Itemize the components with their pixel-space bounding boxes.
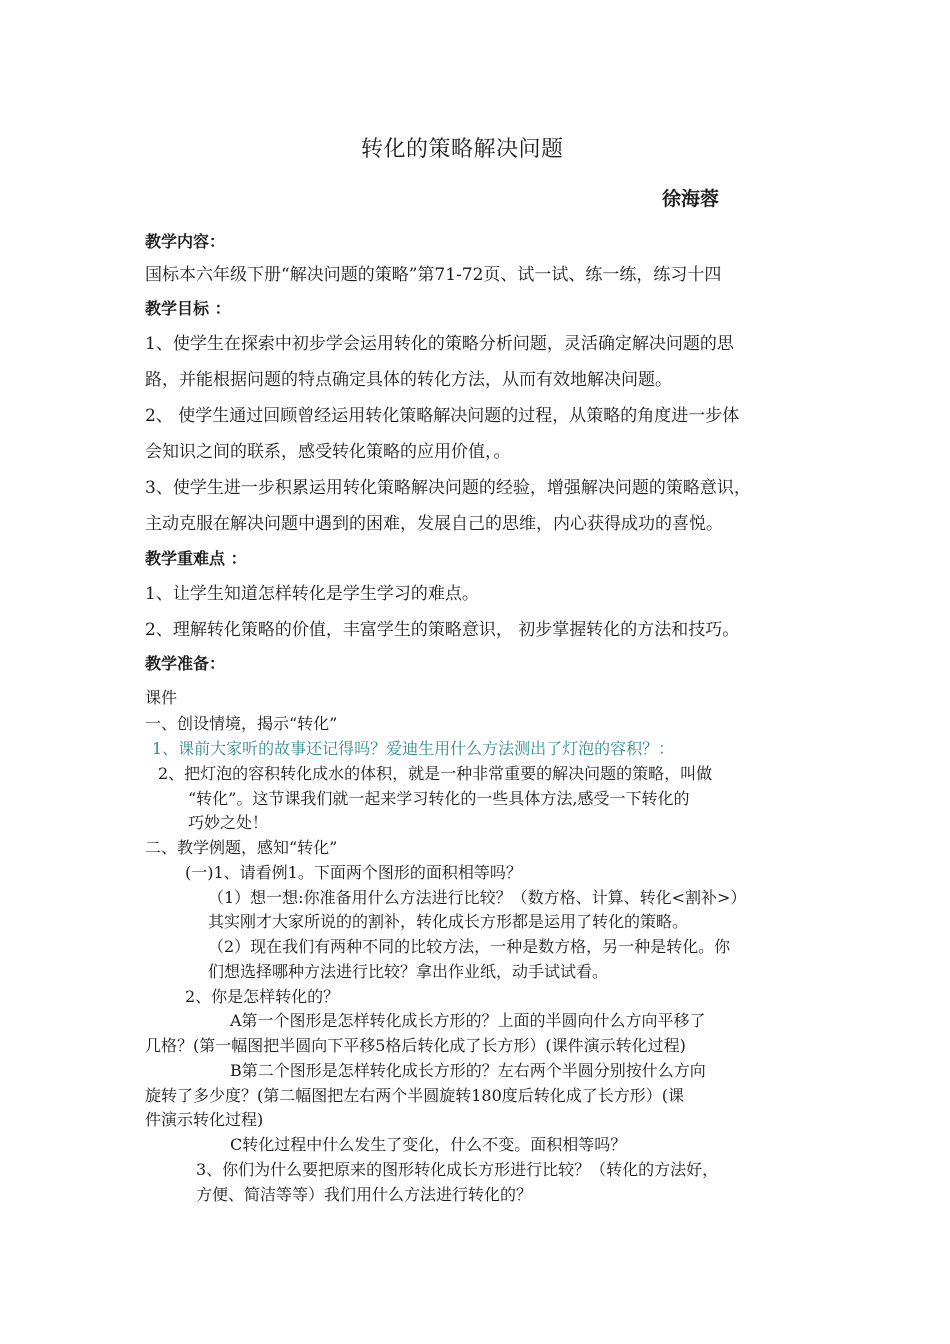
prep-text: 课件 — [145, 688, 178, 707]
process-item: （1）想一想:你准备用什么方法进行比较？（数方格、计算、转化<割补>） — [208, 888, 747, 907]
process-item: 几格？(第一幅图把半圆向下平移5格后转化成了长方形）(课件演示转化过程) — [145, 1036, 686, 1055]
section-heading-content: 教学内容： — [145, 232, 226, 251]
difficulty-line: 2、理解转化策略的价值，丰富学生的策略意识， 初步掌握转化的方法和技巧。 — [145, 620, 740, 640]
author-name: 徐海蓉 — [662, 188, 720, 210]
process-item: 2、把灯泡的容积转化成水的体积，就是一种非常重要的解决问题的策略，叫做 — [158, 764, 713, 783]
goal-line: 路，并能根据问题的特点确定具体的转化方法，从而有效地解决问题。 — [145, 370, 672, 390]
process-item: 件演示转化过程) — [145, 1110, 264, 1129]
process-item: (一)1、请看例1。下面两个图形的面积相等吗？ — [185, 863, 522, 882]
goal-line: 主动克服在解决问题中遇到的困难，发展自己的思维，内心获得成功的喜悦。 — [145, 514, 723, 534]
document-title: 转化的策略解决问题 — [361, 137, 564, 162]
process-item: “转化”。这节课我们就一起来学习转化的一些具体方法,感受一下转化的 — [188, 789, 690, 808]
goal-line: 3、使学生进一步积累运用转化策略解决问题的经验，增强解决问题的策略意识， — [145, 478, 751, 498]
process-item: 其实刚才大家所说的的割补，转化成长方形都是运用了转化的策略。 — [208, 912, 689, 931]
difficulty-line: 1、让学生知道怎样转化是学生学习的难点。 — [145, 584, 479, 604]
process-item: 2、你是怎样转化的？ — [185, 987, 340, 1006]
section-heading-difficulty: 教学重难点 ： — [145, 549, 247, 568]
process-item: 3、你们为什么要把原来的图形转化成长方形进行比较？（转化的方法好， — [196, 1160, 719, 1179]
process-item: 方便、简洁等等）我们用什么方法进行转化的？ — [196, 1185, 533, 1204]
process-section-2: 二、教学例题，感知“转化” — [145, 838, 338, 857]
process-item: C转化过程中什么发生了变化，什么不变。面积相等吗？ — [230, 1135, 627, 1154]
content-text: 国标本六年级下册“解决问题的策略”第71-72页、试一试、练一练，练习十四 — [145, 265, 722, 285]
goal-line: 1、使学生在探索中初步学会运用转化的策略分析问题，灵活确定解决问题的思 — [145, 334, 734, 354]
process-item: 巧妙之处！ — [188, 813, 269, 832]
process-section-1: 一、创设情境，揭示“转化” — [145, 714, 338, 733]
process-item: 旋转了多少度？(第二幅图把左右两个半圆旋转180度后转化成了长方形）(课 — [145, 1086, 685, 1105]
process-item: B第二个图形是怎样转化成长方形的？左右两个半圆分别按什么方向 — [230, 1061, 706, 1080]
goal-line: 会知识之间的联系，感受转化策略的应用价值，。 — [145, 442, 511, 462]
section-heading-goals: 教学目标 ： — [145, 299, 231, 318]
goal-line: 2、 使学生通过回顾曾经运用转化策略解决问题的过程，从策略的角度进一步体 — [145, 406, 740, 426]
process-item: 们想选择哪种方法进行比较？拿出作业纸，动手试试看。 — [208, 962, 609, 981]
process-item: （2）现在我们有两种不同的比较方法，一种是数方格，另一种是转化。你 — [208, 937, 731, 956]
process-item: 1、课前大家听的故事还记得吗？爱迪生用什么方法测出了灯泡的容积？： — [152, 739, 675, 758]
section-heading-prep: 教学准备： — [145, 654, 226, 673]
process-item: A第一个图形是怎样转化成长方形的？上面的半圆向什么方向平移了 — [230, 1011, 706, 1030]
